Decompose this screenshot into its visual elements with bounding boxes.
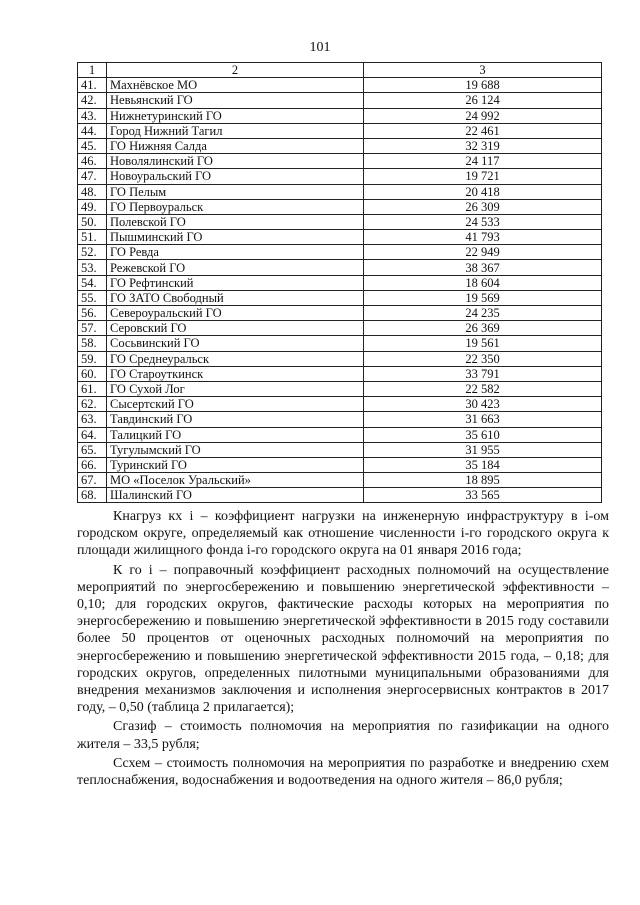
municipality-name-cell: Полевской ГО bbox=[107, 214, 364, 229]
column-header-number: 1 bbox=[78, 63, 107, 78]
table-row bbox=[78, 275, 602, 290]
table-row bbox=[78, 245, 602, 260]
row-number-cell: 58. bbox=[78, 336, 107, 351]
value-cell: 19 688 bbox=[364, 78, 602, 93]
municipality-name-cell: Сосьвинский ГО bbox=[107, 336, 364, 351]
table-row bbox=[78, 412, 602, 427]
table-row bbox=[78, 427, 602, 442]
paragraph: Ссхем – стоимость полномочия на мероприятия по разработке и внедрению схем теплоснабжения, водоснабжения и водоотведения на одного жителя – 86,0 рубля; bbox=[77, 755, 609, 789]
value-cell: 22 949 bbox=[364, 245, 602, 260]
municipality-name-cell: ГО Нижняя Салда bbox=[107, 138, 364, 153]
row-number-cell: 43. bbox=[78, 108, 107, 123]
paragraph: Кнагруз кх i – коэффициент нагрузки на инженерную инфраструктуру в i-ом городском округе, определяемый как отношение численности i-го городского округа к площади жилищного фонда i-го городского округа на 01 января 2016 года; bbox=[77, 509, 609, 559]
table-row bbox=[78, 488, 602, 503]
municipality-name-cell: Новолялинский ГО bbox=[107, 154, 364, 169]
table-row bbox=[78, 78, 602, 93]
municipality-name-cell: ГО Рефтинский bbox=[107, 275, 364, 290]
municipality-name-cell: ГО Пелым bbox=[107, 184, 364, 199]
value-cell: 18 895 bbox=[364, 473, 602, 488]
row-number-cell: 47. bbox=[78, 169, 107, 184]
municipality-name-cell: Махнёвское МО bbox=[107, 78, 364, 93]
table-row bbox=[78, 336, 602, 351]
municipality-name-cell: ГО Сухой Лог bbox=[107, 381, 364, 396]
value-cell: 33 565 bbox=[364, 488, 602, 503]
value-cell: 35 610 bbox=[364, 427, 602, 442]
value-cell: 30 423 bbox=[364, 397, 602, 412]
value-cell: 22 582 bbox=[364, 381, 602, 396]
row-number-cell: 46. bbox=[78, 154, 107, 169]
municipality-name-cell: Нижнетуринский ГО bbox=[107, 108, 364, 123]
value-cell: 24 235 bbox=[364, 306, 602, 321]
table-row bbox=[78, 321, 602, 336]
table-row bbox=[78, 260, 602, 275]
row-number-cell: 61. bbox=[78, 381, 107, 396]
municipality-name-cell: Пышминский ГО bbox=[107, 230, 364, 245]
table-row bbox=[78, 397, 602, 412]
municipality-name-cell: ГО Среднеуральск bbox=[107, 351, 364, 366]
body-text bbox=[77, 508, 609, 791]
row-number-cell: 52. bbox=[78, 245, 107, 260]
row-number-cell: 56. bbox=[78, 306, 107, 321]
value-cell: 22 461 bbox=[364, 123, 602, 138]
value-cell: 24 117 bbox=[364, 154, 602, 169]
row-number-cell: 51. bbox=[78, 230, 107, 245]
value-cell: 41 793 bbox=[364, 230, 602, 245]
value-cell: 26 124 bbox=[364, 93, 602, 108]
municipality-name-cell: Тавдинский ГО bbox=[107, 412, 364, 427]
row-number-cell: 48. bbox=[78, 184, 107, 199]
row-number-cell: 54. bbox=[78, 275, 107, 290]
row-number-cell: 64. bbox=[78, 427, 107, 442]
municipality-name-cell: ГО Первоуральск bbox=[107, 199, 364, 214]
table-row bbox=[78, 366, 602, 381]
table-row bbox=[78, 184, 602, 199]
table-row bbox=[78, 351, 602, 366]
municipality-name-cell: Серовский ГО bbox=[107, 321, 364, 336]
row-number-cell: 62. bbox=[78, 397, 107, 412]
page-number: 101 bbox=[309, 40, 331, 55]
value-cell: 32 319 bbox=[364, 138, 602, 153]
table-header-row bbox=[78, 63, 602, 78]
municipality-name-cell: Шалинский ГО bbox=[107, 488, 364, 503]
table-row bbox=[78, 169, 602, 184]
value-cell: 22 350 bbox=[364, 351, 602, 366]
row-number-cell: 65. bbox=[78, 442, 107, 457]
row-number-cell: 57. bbox=[78, 321, 107, 336]
paragraph: Сгазиф – стоимость полномочия на мероприятия по газификации на одного жителя – 33,5 рубля; bbox=[77, 719, 609, 752]
table-body bbox=[78, 78, 602, 503]
value-cell: 26 369 bbox=[364, 321, 602, 336]
value-cell: 20 418 bbox=[364, 184, 602, 199]
table-row bbox=[78, 457, 602, 472]
table-row bbox=[78, 138, 602, 153]
municipality-name-cell: Город Нижний Тагил bbox=[107, 123, 364, 138]
table-row bbox=[78, 230, 602, 245]
municipality-name-cell: Североуральский ГО bbox=[107, 306, 364, 321]
municipality-name-cell: Невьянский ГО bbox=[107, 93, 364, 108]
municipality-name-cell: Туринский ГО bbox=[107, 457, 364, 472]
row-number-cell: 66. bbox=[78, 457, 107, 472]
municipality-name-cell: Талицкий ГО bbox=[107, 427, 364, 442]
municipality-name-cell: ГО ЗАТО Свободный bbox=[107, 290, 364, 305]
row-number-cell: 41. bbox=[78, 78, 107, 93]
row-number-cell: 53. bbox=[78, 260, 107, 275]
table-row bbox=[78, 306, 602, 321]
row-number-cell: 68. bbox=[78, 488, 107, 503]
municipality-name-cell: Новоуральский ГО bbox=[107, 169, 364, 184]
municipality-name-cell: Сысертский ГО bbox=[107, 397, 364, 412]
municipality-name-cell: ГО Ревда bbox=[107, 245, 364, 260]
table-row bbox=[78, 381, 602, 396]
row-number-cell: 59. bbox=[78, 351, 107, 366]
municipality-name-cell: Тугулымский ГО bbox=[107, 442, 364, 457]
municipality-name-cell: ГО Староуткинск bbox=[107, 366, 364, 381]
row-number-cell: 63. bbox=[78, 412, 107, 427]
table-row bbox=[78, 442, 602, 457]
table-row bbox=[78, 214, 602, 229]
value-cell: 26 309 bbox=[364, 199, 602, 214]
value-cell: 19 561 bbox=[364, 336, 602, 351]
column-header-value: 3 bbox=[364, 63, 602, 78]
row-number-cell: 60. bbox=[78, 366, 107, 381]
table-row bbox=[78, 154, 602, 169]
table-row bbox=[78, 473, 602, 488]
row-number-cell: 55. bbox=[78, 290, 107, 305]
row-number-cell: 50. bbox=[78, 214, 107, 229]
row-number-cell: 44. bbox=[78, 123, 107, 138]
value-cell: 38 367 bbox=[364, 260, 602, 275]
table-row bbox=[78, 93, 602, 108]
row-number-cell: 42. bbox=[78, 93, 107, 108]
table-row bbox=[78, 199, 602, 214]
data-table bbox=[77, 62, 602, 503]
column-header-name: 2 bbox=[107, 63, 364, 78]
row-number-cell: 45. bbox=[78, 138, 107, 153]
value-cell: 19 569 bbox=[364, 290, 602, 305]
row-number-cell: 49. bbox=[78, 199, 107, 214]
value-cell: 31 955 bbox=[364, 442, 602, 457]
table-row bbox=[78, 123, 602, 138]
value-cell: 33 791 bbox=[364, 366, 602, 381]
table-row bbox=[78, 290, 602, 305]
value-cell: 18 604 bbox=[364, 275, 602, 290]
municipality-name-cell: МО «Поселок Уральский» bbox=[107, 473, 364, 488]
paragraph: К го i – поправочный коэффициент расходных полномочий на осуществление мероприятий по энергосбережению и повышению энергетической эффективности – 0,10; для городских округов, фактические расходы которых на мероприятия по энергосбережению и повышению энергетической эффективности в 2015 году составили более 50 процентов от оценочных расходных полномочий на мероприятия по энергосбережению и повышению энергетической эффективности 2015 года, – 0,18; для городских округов, определенных пилотными муниципальными образованиями для внедрения механизмов заключения и исполнения энергосервисных контрактов в 2017 году, – 0,50 (таблица 2 прилагается); bbox=[77, 562, 609, 716]
value-cell: 31 663 bbox=[364, 412, 602, 427]
value-cell: 24 533 bbox=[364, 214, 602, 229]
value-cell: 19 721 bbox=[364, 169, 602, 184]
row-number-cell: 67. bbox=[78, 473, 107, 488]
table-row bbox=[78, 108, 602, 123]
value-cell: 35 184 bbox=[364, 457, 602, 472]
value-cell: 24 992 bbox=[364, 108, 602, 123]
municipality-name-cell: Режевской ГО bbox=[107, 260, 364, 275]
